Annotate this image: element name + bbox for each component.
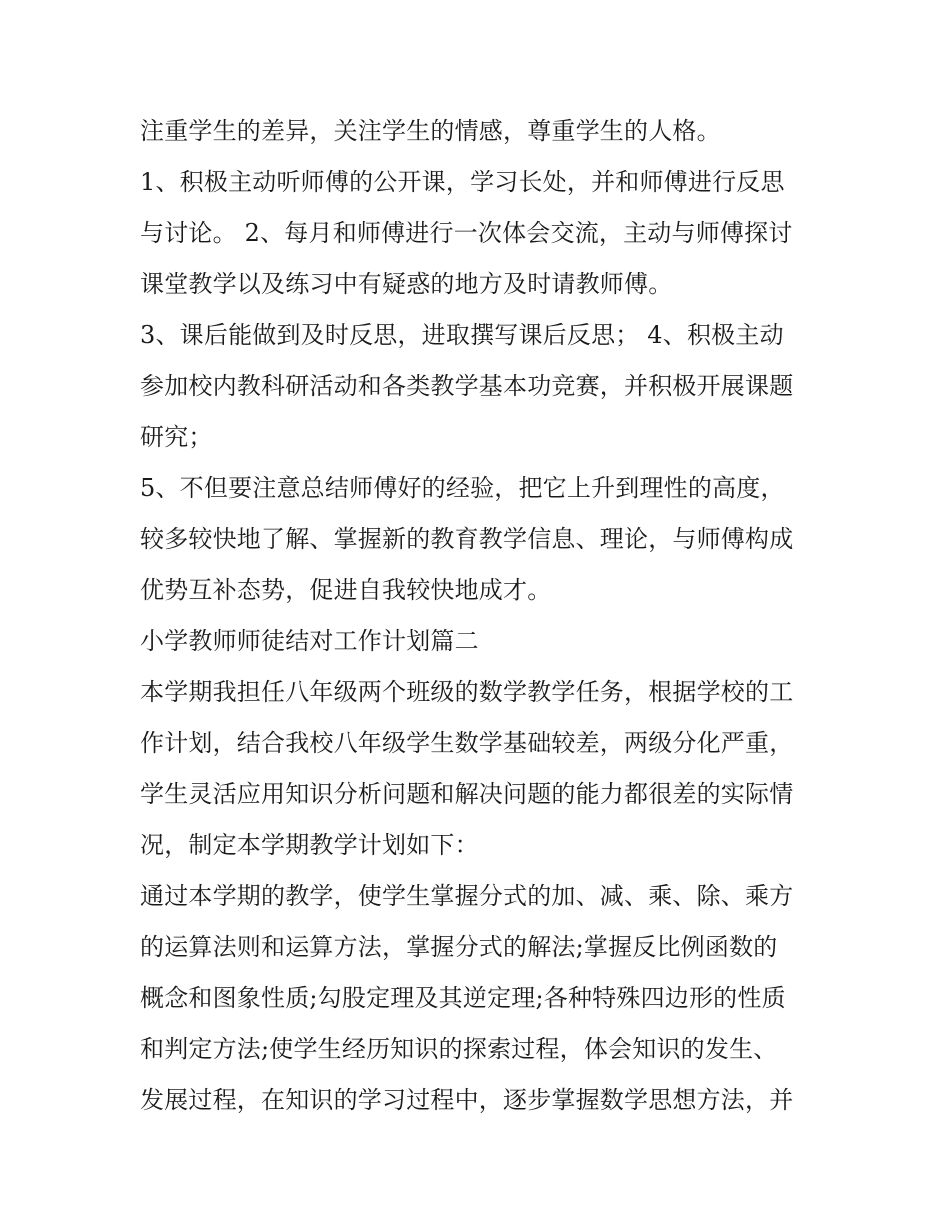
text-line: 的运算法则和运算方法，掌握分式的解法;掌握反比例函数的 [140,933,778,961]
text-line: 参加校内教科研活动和各类教学基本功竞赛，并积极开展课题 [140,372,794,400]
text-line: 本学期我担任八年级两个班级的数学教学任务，根据学校的工 [140,678,794,706]
text-line-item-1: 1、积极主动听师傅的公开课，学习长处，并和师傅进行反思 [140,168,785,196]
text-line: 课堂教学以及练习中有疑惑的地方及时请教师傅。 [140,270,673,298]
text-line: 研究； [140,423,213,451]
text-line: 通过本学期的教学，使学生掌握分式的加、减、乘、除、乘方 [140,882,794,910]
text-line-item-3: 3、课后能做到及时反思，进取撰写课后反思； 4、积极主动 [140,321,784,349]
text-line: 况，制定本学期教学计划如下： [140,831,479,859]
text-line: 发展过程，在知识的学习过程中，逐步掌握数学思想方法，并 [140,1086,794,1114]
text-line: 优势互补态势，促进自我较快地成才。 [140,576,552,604]
section-heading: 小学教师师徒结对工作计划篇二 [140,627,479,655]
text-line-item-5: 5、不但要注意总结师傅好的经验，把它上升到理性的高度， [140,474,785,502]
text-line: 较多较快地了解、掌握新的教育教学信息、理论，与师傅构成 [140,525,794,553]
text-line-intro: 注重学生的差异，关注学生的情感，尊重学生的人格。 [140,117,721,145]
text-line: 作计划，结合我校八年级学生数学基础较差，两级分化严重， [140,729,794,757]
text-line: 学生灵活应用知识分析问题和解决问题的能力都很差的实际情 [140,780,794,808]
text-line: 概念和图象性质;勾股定理及其逆定理;各种特殊四边形的性质 [140,984,786,1012]
text-line-item-2: 与讨论。 2、每月和师傅进行一次体会交流，主动与师傅探讨 [140,219,793,247]
text-line: 和判定方法;使学生经历知识的探索过程，体会知识的发生、 [140,1035,778,1063]
